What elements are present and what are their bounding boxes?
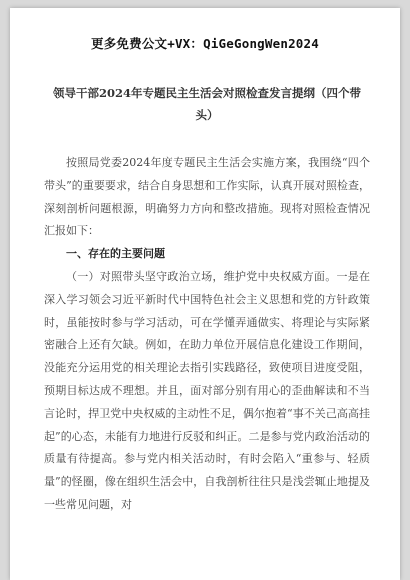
document-body: [44, 152, 370, 517]
watermark-header: 更多免费公文+VX：QiGeGongWen2024: [91, 36, 319, 51]
intro-paragraph: 按照局党委2024年度专题民主生活会实施方案，我围绕“四个带头”的重要要求，结合自身思想和工作实际，认真开展对照检查，深刻剖析问题根源，明确努力方向和整改措施。现将对照检查情况汇报如下：: [44, 156, 370, 238]
section-heading: 一、存在的主要问题: [66, 247, 165, 261]
document-title: 领导干部2024年专题民主生活会对照检查发言提纲（四个带头）: [52, 86, 361, 122]
document-page: [10, 8, 400, 580]
section-paragraph: （一）对照带头坚守政治立场，维护党中央权威方面。一是在深入学习领会习近平新时代中国特色社会主义思想和党的方针政策时，虽能按时参与学习活动，可在学懂弄通做实、将理论与实际紧密融合上还有欠缺。例如，在助力单位开展信息化建设工作期间，没能充分运用党的相关理论去指引实践路径，致使项目进度受阻，预期目标达成不理想。并且，面对部分别有用心的歪曲解读和不当言论时，捍卫党中央权威的主动性不足，偶尔抱着“事不关己高高挂起”的心态，未能有力地进行反驳和纠正。二是参与党内政治活动的质量有待提高。参与党内相关活动时，有时会陷入“重参与、轻质量”的怪圈，像在组织生活会中，自我剖析往往只是浅尝辄止地提及一些常见问题，对: [44, 269, 370, 511]
